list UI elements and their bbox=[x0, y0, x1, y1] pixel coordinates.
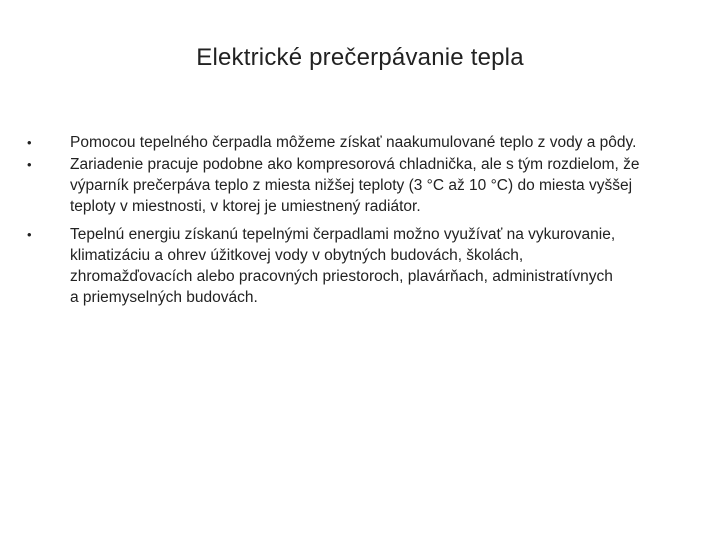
bullet-text-line: a priemyselných budovách. bbox=[70, 289, 258, 306]
bullet-dot: • bbox=[27, 157, 32, 172]
bullet-text bbox=[70, 224, 690, 308]
bullet-text bbox=[70, 132, 690, 153]
bullet-text-line: Zariadenie pracuje podobne ako kompresorová chladnička, ale s tým rozdielom, že bbox=[70, 156, 640, 173]
bullet-text-line: Pomocou tepelného čerpadla môžeme získať naakumulované teplo z vody a pôdy. bbox=[70, 134, 637, 151]
bullet-dot: • bbox=[27, 135, 32, 150]
bullet-text-line: klimatizáciu a ohrev úžitkovej vody v obytných budovách, školách, bbox=[70, 247, 524, 264]
bullet-text bbox=[70, 154, 690, 217]
slide-title: Elektrické prečerpávanie tepla bbox=[196, 44, 524, 71]
bullet-dot: • bbox=[27, 227, 32, 242]
bullet-text-line: Tepelnú energiu získanú tepelnými čerpadlami možno využívať na vykurovanie, bbox=[70, 226, 616, 243]
bullet-text-line: teploty v miestnosti, v ktorej je umiestnený radiátor. bbox=[70, 198, 421, 215]
bullet-text-line: zhromažďovacích alebo pracovných priestoroch, plavárňach, administratívnych bbox=[70, 268, 613, 285]
bullet-text-line: výparník prečerpáva teplo z miesta nižšej teploty (3 °C až 10 °C) do miesta vyššej bbox=[70, 177, 633, 194]
